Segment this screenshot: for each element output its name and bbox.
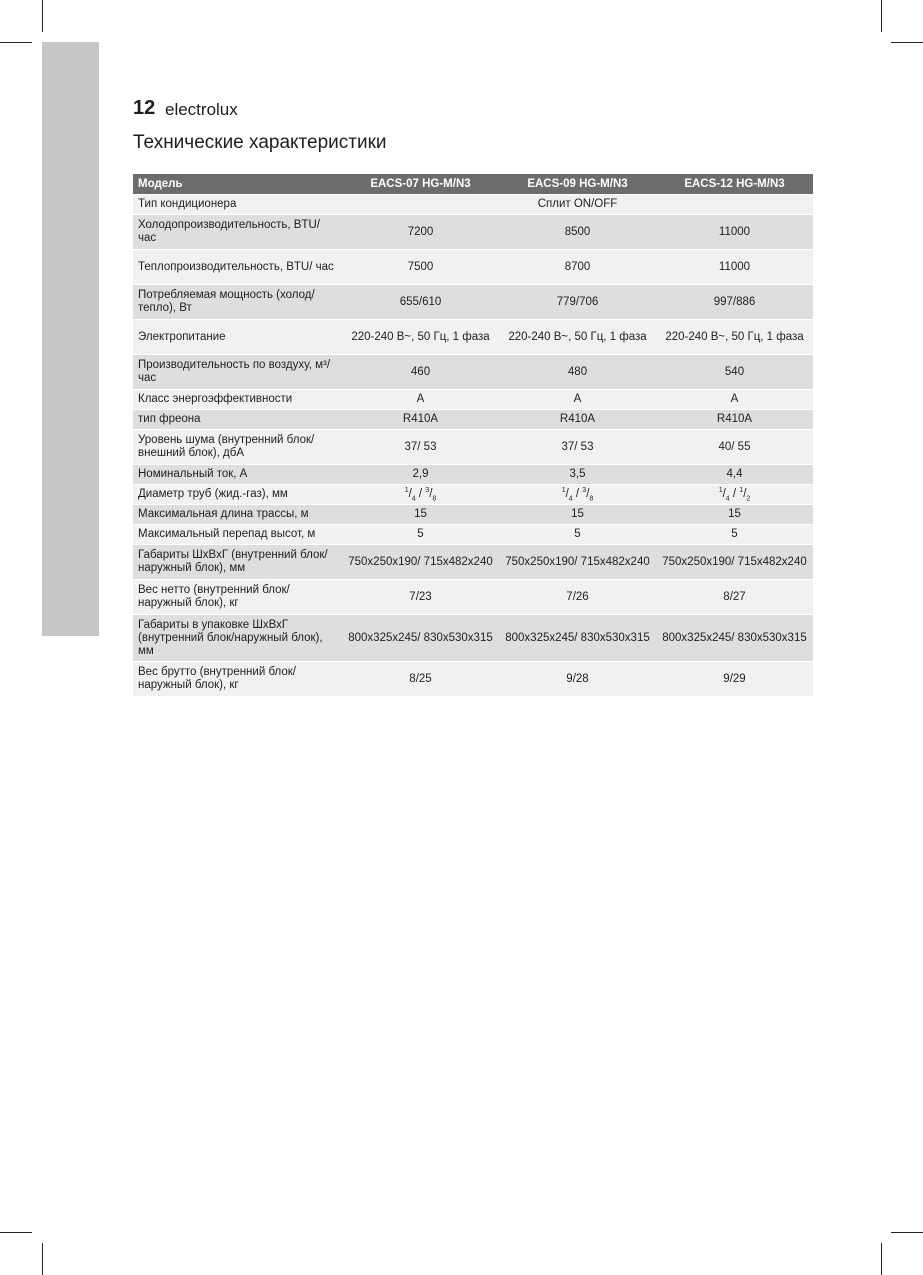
table-row bbox=[133, 250, 813, 285]
header-eacs-07: EACS-07 HG-M/N3 bbox=[342, 174, 499, 195]
cell: 480 bbox=[499, 355, 656, 390]
row-label: Диаметр труб (жид.-газ), мм bbox=[133, 485, 342, 505]
crop-mark bbox=[891, 42, 923, 43]
table-row bbox=[133, 580, 813, 615]
crop-mark bbox=[42, 0, 43, 32]
cell: 8700 bbox=[499, 250, 656, 285]
cell: 750x250x190/ 715x482x240 bbox=[499, 545, 656, 580]
cell: 750x250x190/ 715x482x240 bbox=[342, 545, 499, 580]
table-row bbox=[133, 505, 813, 525]
row-label: Вес брутто (внутренний блок/ наружный блок), кг bbox=[133, 662, 342, 697]
cell: 779/706 bbox=[499, 285, 656, 320]
row-label: тип фреона bbox=[133, 410, 342, 430]
cell: 11000 bbox=[656, 215, 813, 250]
side-tab-bar bbox=[42, 42, 99, 636]
table-row bbox=[133, 430, 813, 465]
cell: R410A bbox=[656, 410, 813, 430]
cell: 7500 bbox=[342, 250, 499, 285]
cell: 655/610 bbox=[342, 285, 499, 320]
cell: 15 bbox=[342, 505, 499, 525]
header-eacs-12: EACS-12 HG-M/N3 bbox=[656, 174, 813, 195]
cell: 15 bbox=[499, 505, 656, 525]
row-label: Номинальный ток, А bbox=[133, 465, 342, 485]
table-row bbox=[133, 285, 813, 320]
pipe-diameter-cell: $^1/_4 / ^3/_8$ bbox=[499, 485, 656, 505]
crop-mark bbox=[42, 1243, 43, 1275]
row-label: Максимальный перепад высот, м bbox=[133, 525, 342, 545]
crop-mark bbox=[881, 0, 882, 32]
table-row bbox=[133, 525, 813, 545]
cell: 5 bbox=[499, 525, 656, 545]
spec-table bbox=[133, 174, 813, 697]
cell: 9/29 bbox=[656, 662, 813, 697]
row-label: Потребляемая мощность (холод/ тепло), Вт bbox=[133, 285, 342, 320]
page-title: Технические характеристики bbox=[133, 132, 387, 153]
cell: 7/23 bbox=[342, 580, 499, 615]
cell: 7200 bbox=[342, 215, 499, 250]
crop-mark bbox=[0, 1232, 32, 1233]
table-row bbox=[133, 410, 813, 430]
page-number: 12 bbox=[133, 97, 156, 119]
row-label: Вес нетто (внутренний блок/ наружный блок), кг bbox=[133, 580, 342, 615]
pipe-diameter-cell: $^1/_4 / ^1/_2$ bbox=[656, 485, 813, 505]
cell: 40/ 55 bbox=[656, 430, 813, 465]
row-label: Максимальная длина трассы, м bbox=[133, 505, 342, 525]
cell: 37/ 53 bbox=[342, 430, 499, 465]
table-row bbox=[133, 485, 813, 505]
table-row bbox=[133, 545, 813, 580]
cell: 8500 bbox=[499, 215, 656, 250]
table-row bbox=[133, 390, 813, 410]
table-header-row bbox=[133, 174, 813, 195]
cell: 220-240 В~, 50 Гц, 1 фаза bbox=[342, 320, 499, 355]
cell: 8/25 bbox=[342, 662, 499, 697]
cell: 540 bbox=[656, 355, 813, 390]
row-label: Холодопроизводительность, BTU/ час bbox=[133, 215, 342, 250]
cell: 220-240 В~, 50 Гц, 1 фаза bbox=[656, 320, 813, 355]
cell: 5 bbox=[656, 525, 813, 545]
cell: 220-240 В~, 50 Гц, 1 фаза bbox=[499, 320, 656, 355]
table-row bbox=[133, 465, 813, 485]
header-eacs-09: EACS-09 HG-M/N3 bbox=[499, 174, 656, 195]
row-label: Габариты ШхВхГ (внутренний блок/ наружный блок), мм bbox=[133, 545, 342, 580]
row-label: Тип кондиционера bbox=[133, 195, 342, 215]
cell: 800x325x245/ 830x530x315 bbox=[656, 615, 813, 662]
cell: 460 bbox=[342, 355, 499, 390]
cell: A bbox=[342, 390, 499, 410]
cell: 997/886 bbox=[656, 285, 813, 320]
cell: A bbox=[499, 390, 656, 410]
table-row bbox=[133, 662, 813, 697]
brand-name: electrolux bbox=[165, 100, 238, 119]
cell: 800x325x245/ 830x530x315 bbox=[342, 615, 499, 662]
row-label: Уровень шума (внутренний блок/ внешний блок), дбА bbox=[133, 430, 342, 465]
row-label: Класс энергоэффективности bbox=[133, 390, 342, 410]
table-row bbox=[133, 215, 813, 250]
table-row bbox=[133, 320, 813, 355]
cell: R410A bbox=[499, 410, 656, 430]
cell: 4,4 bbox=[656, 465, 813, 485]
cell: 3,5 bbox=[499, 465, 656, 485]
row-value: Сплит ON/OFF bbox=[342, 195, 813, 215]
crop-mark bbox=[881, 1243, 882, 1275]
cell: 5 bbox=[342, 525, 499, 545]
cell: 11000 bbox=[656, 250, 813, 285]
cell: 37/ 53 bbox=[499, 430, 656, 465]
cell: 2,9 bbox=[342, 465, 499, 485]
row-label: Электропитание bbox=[133, 320, 342, 355]
cell: 7/26 bbox=[499, 580, 656, 615]
cell: R410A bbox=[342, 410, 499, 430]
pipe-diameter-cell: $^1/_4 / ^3/_8$ bbox=[342, 485, 499, 505]
table-row bbox=[133, 615, 813, 662]
crop-mark bbox=[0, 42, 32, 43]
cell: 15 bbox=[656, 505, 813, 525]
row-label: Теплопроизводительность, BTU/ час bbox=[133, 250, 342, 285]
cell: 8/27 bbox=[656, 580, 813, 615]
table-row bbox=[133, 195, 813, 215]
cell: 750x250x190/ 715x482x240 bbox=[656, 545, 813, 580]
cell: A bbox=[656, 390, 813, 410]
header-model: Модель bbox=[133, 174, 342, 195]
cell: 9/28 bbox=[499, 662, 656, 697]
row-label: Габариты в упаковке ШхВхГ (внутренний блок/наружный блок), мм bbox=[133, 615, 342, 662]
row-label: Производительность по воздуху, м³/час bbox=[133, 355, 342, 390]
cell: 800x325x245/ 830x530x315 bbox=[499, 615, 656, 662]
table-row bbox=[133, 355, 813, 390]
crop-mark bbox=[891, 1232, 923, 1233]
